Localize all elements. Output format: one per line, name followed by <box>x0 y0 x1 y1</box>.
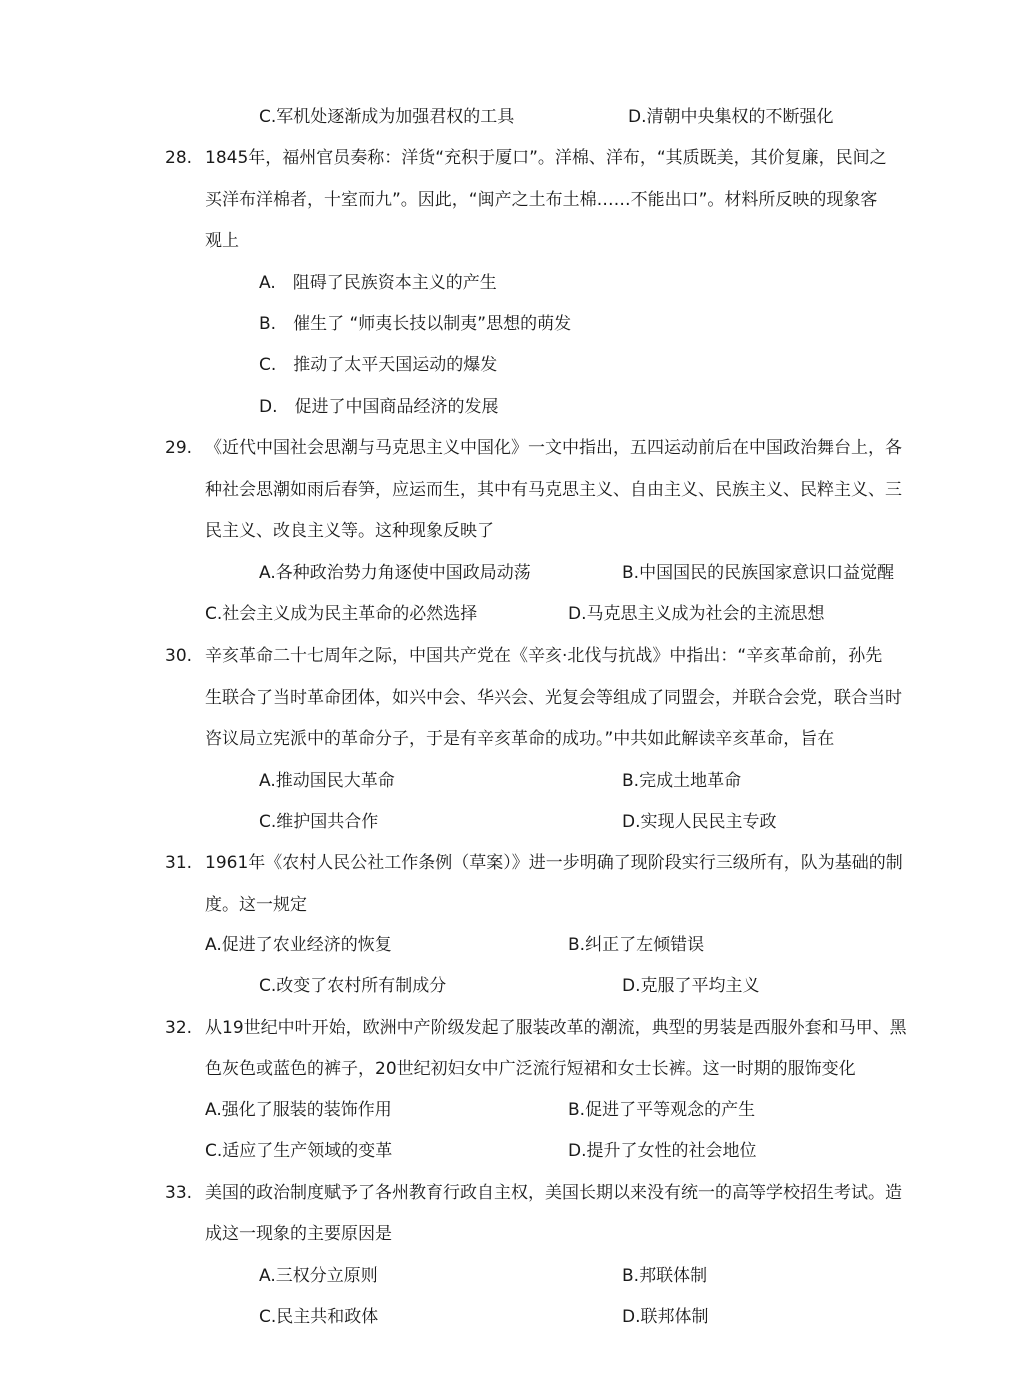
question-31-option-d: D.克服了平均主义 <box>622 976 760 996</box>
question-32-option-a: A.强化了服装的装饰作用 <box>205 1100 392 1120</box>
question-30-option-b: B.完成土地革命 <box>622 771 742 791</box>
question-29-option-a: A.各种政治势力角逐使中国政局动荡 <box>259 563 531 583</box>
question-30-line-1: 辛亥革命二十七周年之际，中国共产党在《辛亥·北伐与抗战》中指出：“辛亥革命前，孙先 <box>205 646 883 666</box>
question-33-option-c: C.民主共和政体 <box>259 1307 379 1327</box>
question-29-line-1: 《近代中国社会思潮与马克思主义中国化》一文中指出，五四运动前后在中国政治舞台上，各 <box>205 438 902 458</box>
question-28-option-c: C. 推动了太平天国运动的爆发 <box>259 355 498 375</box>
question-32-option-c: C.适应了生产领域的变革 <box>205 1141 393 1161</box>
question-31-option-b: B.纠正了左倾错误 <box>568 935 705 955</box>
question-33-line-2: 成这一现象的主要原因是 <box>205 1224 392 1244</box>
question-number-30: 30. <box>165 646 193 666</box>
question-32-option-d: D.提升了女性的社会地位 <box>568 1141 757 1161</box>
question-30-option-c: C.维护国共合作 <box>259 812 379 832</box>
option-d-prev: D.清朝中央集权的不断强化 <box>628 107 834 127</box>
question-30-option-d: D.实现人民民主专政 <box>622 812 777 832</box>
question-28-option-d: D. 促进了中国商品经济的发展 <box>259 397 499 417</box>
question-31-line-1: 1961年《农村人民公社工作条例（草案）》进一步明确了现阶段实行三级所有，队为基础的制 <box>205 853 903 873</box>
question-29-option-b: B.中国国民的民族国家意识口益觉醒 <box>622 563 895 583</box>
question-28-option-a: A. 阻碍了民族资本主义的产生 <box>259 273 497 293</box>
question-28-line-1: 1845年，福州官员奏称：洋货“充积于厦口”。洋棉、洋布，“其质既美，其价复廉，民间之 <box>205 148 887 168</box>
question-28-option-b: B. 催生了 “师夷长技以制夷”思想的萌发 <box>259 314 572 334</box>
question-32-line-1: 从19世纪中叶开始，欧洲中产阶级发起了服装改革的潮流，典型的男装是西服外套和马甲、黑 <box>205 1018 907 1038</box>
question-29-line-2: 种社会思潮如雨后春笋，应运而生，其中有马克思主义、自由主义、民族主义、民粹主义、三 <box>205 480 902 500</box>
question-30-option-a: A.推动国民大革命 <box>259 771 395 791</box>
question-number-31: 31. <box>165 853 193 873</box>
question-32-line-2: 色灰色或蓝色的裤子，20世纪初妇女中广泛流行短裙和女士长裤。这一时期的服饰变化 <box>205 1059 856 1079</box>
question-number-33: 33. <box>165 1183 193 1203</box>
question-number-32: 32. <box>165 1018 193 1038</box>
question-32-option-b: B.促进了平等观念的产生 <box>568 1100 756 1120</box>
question-30-line-2: 生联合了当时革命团体，如兴中会、华兴会、光复会等组成了同盟会，并联合会党，联合当时 <box>205 688 902 708</box>
question-29-option-c: C.社会主义成为民主革命的必然选择 <box>205 604 478 624</box>
question-31-option-c: C.改变了农村所有制成分 <box>259 976 447 996</box>
question-28-line-2: 买洋布洋棉者，十室而九”。因此，“闽产之土布土棉……不能出口”。材料所反映的现象客 <box>205 190 878 210</box>
question-33-line-1: 美国的政治制度赋予了各州教育行政自主权，美国长期以来没有统一的高等学校招生考试。造 <box>205 1183 902 1203</box>
question-33-option-b: B.邦联体制 <box>622 1266 708 1286</box>
question-33-option-a: A.三权分立原则 <box>259 1266 378 1286</box>
question-29-line-3: 民主义、改良主义等。这种现象反映了 <box>205 521 494 541</box>
question-29-option-d: D.马克思主义成为社会的主流思想 <box>568 604 825 624</box>
question-number-29: 29. <box>165 438 193 458</box>
question-number-28: 28. <box>165 148 193 168</box>
question-30-line-3: 咨议局立宪派中的革命分子，于是有辛亥革命的成功。”中共如此解读辛亥革命，旨在 <box>205 729 835 749</box>
option-c-prev: C.军机处逐渐成为加强君权的工具 <box>259 107 515 127</box>
question-33-option-d: D.联邦体制 <box>622 1307 709 1327</box>
question-31-option-a: A.促进了农业经济的恢复 <box>205 935 392 955</box>
question-28-line-3: 观上 <box>205 231 239 251</box>
question-31-line-2: 度。这一规定 <box>205 895 307 915</box>
